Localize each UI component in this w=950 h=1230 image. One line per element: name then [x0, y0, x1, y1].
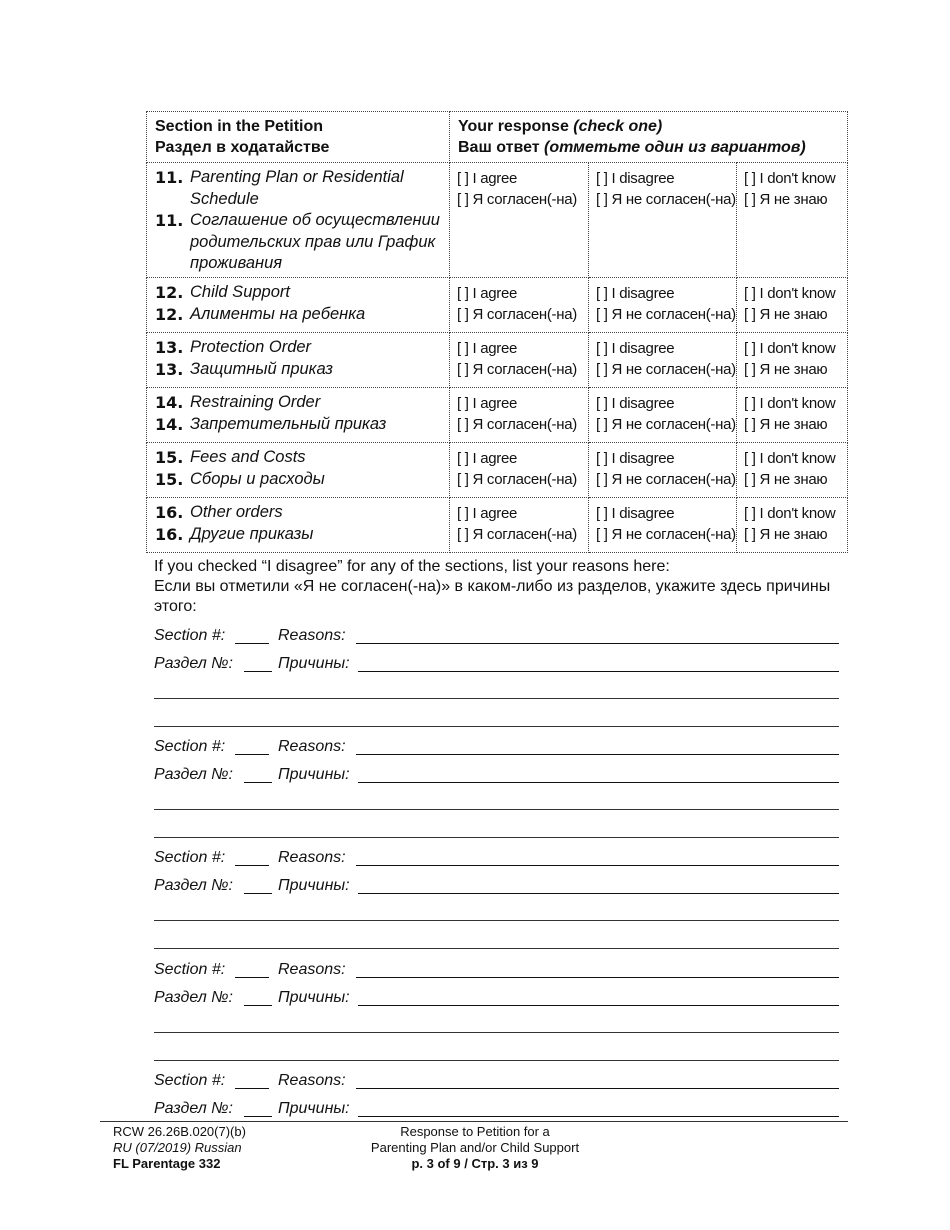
dont-know-checkbox-ru[interactable]: [ ] Я не знаю [744, 306, 828, 323]
section-number-field[interactable] [235, 754, 269, 755]
blank-answer-line[interactable] [154, 1060, 839, 1061]
section-column-header [147, 112, 450, 163]
blank-answer-line[interactable] [154, 1032, 839, 1033]
section-name-en: Other orders [190, 503, 283, 521]
section-number-field[interactable] [235, 643, 269, 644]
dont-know-checkbox-ru[interactable]: [ ] Я не знаю [744, 191, 828, 208]
agree-option[interactable] [450, 443, 589, 498]
reasons-field-ru[interactable] [358, 671, 839, 672]
section-number: 16. [155, 503, 184, 522]
agree-checkbox-en[interactable]: [ ] I agree [457, 170, 518, 187]
section-reasons-line-ru [154, 652, 839, 674]
disagree-checkbox-ru[interactable]: [ ] Я не согласен(-на) [596, 416, 736, 433]
agree-checkbox-ru[interactable]: [ ] Я согласен(-на) [457, 526, 577, 543]
footer-center [330, 1124, 620, 1172]
section-header-ru: Раздел в ходатайстве [155, 139, 330, 156]
dont-know-option[interactable] [737, 333, 848, 388]
agree-checkbox-en[interactable]: [ ] I agree [457, 450, 518, 467]
reasons-label-ru: Причины: [278, 655, 350, 672]
section-number-label: Section #: [154, 849, 226, 866]
reasons-label: Reasons: [278, 961, 346, 978]
section-number: 13. [155, 338, 184, 357]
section-number-field[interactable] [235, 1088, 269, 1089]
agree-checkbox-ru[interactable]: [ ] Я согласен(-на) [457, 416, 577, 433]
disagree-checkbox-ru[interactable]: [ ] Я не согласен(-на) [596, 361, 736, 378]
dont-know-option[interactable] [737, 278, 848, 333]
section-cell [147, 163, 450, 278]
response-column-header [450, 112, 848, 163]
section-number-ru: 14. [155, 414, 184, 434]
reasons-field[interactable] [356, 754, 839, 755]
section-reasons-line-en [154, 846, 839, 868]
blank-answer-line[interactable] [154, 726, 839, 727]
blank-answer-line[interactable] [154, 837, 839, 838]
response-header-ru-hint: (отметьте один из вариантов) [544, 139, 806, 156]
dont-know-checkbox-en[interactable]: [ ] I don't know [744, 450, 836, 467]
section-name-en: Parenting Plan or Residential Schedule [190, 168, 404, 208]
reasons-label: Reasons: [278, 849, 346, 866]
reasons-intro-en: If you checked “I disagree” for any of the sections, list your reasons here: [154, 558, 670, 575]
blank-answer-line[interactable] [154, 809, 839, 810]
section-number-label: Section #: [154, 961, 226, 978]
footer-title-line2: Parenting Plan and/or Child Support [370, 1140, 580, 1155]
disagree-checkbox-en[interactable]: [ ] I disagree [596, 505, 675, 522]
footer-left [113, 1124, 246, 1172]
section-cell [147, 278, 450, 333]
reasons-field[interactable] [356, 865, 839, 866]
section-cell [147, 443, 450, 498]
section-reasons-line-en [154, 1069, 839, 1091]
blank-answer-line[interactable] [154, 920, 839, 921]
section-name-ru: Запретительный приказ [190, 414, 387, 433]
section-name-en: Child Support [190, 283, 290, 301]
section-reasons-line-ru [154, 874, 839, 896]
section-name-en: Protection Order [190, 338, 312, 356]
disagree-checkbox-ru[interactable]: [ ] Я не согласен(-на) [596, 306, 736, 323]
disagree-option[interactable] [589, 333, 737, 388]
disagree-checkbox-en[interactable]: [ ] I disagree [596, 450, 675, 467]
section-number-label: Section #: [154, 1072, 226, 1089]
section-cell [147, 333, 450, 388]
section-number: 15. [155, 448, 184, 467]
section-number-label-ru: Раздел №: [154, 1100, 233, 1117]
table-row [147, 388, 848, 443]
section-name-en: Restraining Order [190, 393, 321, 411]
section-reasons-line-en [154, 958, 839, 980]
footer-divider [100, 1121, 848, 1122]
section-number-label-ru: Раздел №: [154, 989, 233, 1006]
dont-know-checkbox-en[interactable]: [ ] I don't know [744, 395, 836, 412]
section-name-ru: Соглашение об осуществлении родительских прав или График проживания [190, 211, 440, 272]
agree-checkbox-ru[interactable]: [ ] Я согласен(-на) [457, 306, 577, 323]
response-header-en-hint: (check one) [573, 118, 663, 135]
dont-know-option[interactable] [737, 443, 848, 498]
reasons-label-ru: Причины: [278, 877, 350, 894]
section-number: 14. [155, 393, 184, 412]
section-cell [147, 388, 450, 443]
section-name-ru: Алименты на ребенка [190, 304, 366, 323]
section-number: 11. [155, 168, 184, 187]
agree-checkbox-en[interactable]: [ ] I agree [457, 505, 518, 522]
dont-know-option[interactable] [737, 498, 848, 553]
section-number-label-ru: Раздел №: [154, 877, 233, 894]
blank-answer-line[interactable] [154, 698, 839, 699]
section-number: 12. [155, 283, 184, 302]
dont-know-checkbox-ru[interactable]: [ ] Я не знаю [744, 471, 828, 488]
section-name-ru: Защитный приказ [190, 359, 333, 378]
dont-know-option[interactable] [737, 163, 848, 278]
disagree-checkbox-ru[interactable]: [ ] Я не согласен(-на) [596, 471, 736, 488]
disagree-checkbox-en[interactable]: [ ] I disagree [596, 170, 675, 187]
section-number-ru: 16. [155, 524, 184, 544]
reasons-intro-ru: Если вы отметили «Я не согласен(-на)» в каком-либо из разделов, укажите здесь причины этого: [154, 578, 831, 615]
section-reasons-line-ru [154, 763, 839, 785]
reasons-field[interactable] [356, 1088, 839, 1089]
section-number-field-ru[interactable] [244, 1005, 272, 1006]
section-number-field-ru[interactable] [244, 893, 272, 894]
section-reasons-line-en [154, 735, 839, 757]
section-cell [147, 498, 450, 553]
section-number-field-ru[interactable] [244, 671, 272, 672]
footer-version: RU (07/2019) Russian [113, 1140, 242, 1155]
reasons-field[interactable] [356, 977, 839, 978]
section-reasons-line-en [154, 624, 839, 646]
disagree-checkbox-ru[interactable]: [ ] Я не согласен(-на) [596, 526, 736, 543]
table-row [147, 278, 848, 333]
dont-know-checkbox-ru[interactable]: [ ] Я не знаю [744, 361, 828, 378]
agree-option[interactable] [450, 278, 589, 333]
agree-checkbox-en[interactable]: [ ] I agree [457, 395, 518, 412]
response-table [146, 111, 848, 553]
dont-know-checkbox-ru[interactable]: [ ] Я не знаю [744, 526, 828, 543]
disagree-option[interactable] [589, 278, 737, 333]
reasons-label-ru: Причины: [278, 1100, 350, 1117]
disagree-option[interactable] [589, 498, 737, 553]
reasons-field-ru[interactable] [358, 893, 839, 894]
disagree-checkbox-en[interactable]: [ ] I disagree [596, 340, 675, 357]
reasons-label: Reasons: [278, 1072, 346, 1089]
reasons-label: Reasons: [278, 627, 346, 644]
section-number-label-ru: Раздел №: [154, 655, 233, 672]
section-number-label: Section #: [154, 738, 226, 755]
section-name-en: Fees and Costs [190, 448, 306, 466]
dont-know-checkbox-en[interactable]: [ ] I don't know [744, 505, 836, 522]
agree-checkbox-ru[interactable]: [ ] Я согласен(-на) [457, 471, 577, 488]
agree-checkbox-ru[interactable]: [ ] Я согласен(-на) [457, 191, 577, 208]
table-header-row [147, 112, 848, 163]
section-name-ru: Другие приказы [190, 524, 314, 543]
section-reasons-line-ru [154, 1097, 839, 1119]
disagree-option[interactable] [589, 163, 737, 278]
dont-know-checkbox-en[interactable]: [ ] I don't know [744, 285, 836, 302]
footer-page-number: p. 3 of 9 / Стр. 3 из 9 [411, 1156, 539, 1171]
section-reasons-line-ru [154, 986, 839, 1008]
dont-know-option[interactable] [737, 388, 848, 443]
table-row [147, 163, 848, 278]
dont-know-checkbox-en[interactable]: [ ] I don't know [744, 170, 836, 187]
section-number-ru: 13. [155, 359, 184, 379]
reasons-field[interactable] [356, 643, 839, 644]
section-number-label: Section #: [154, 627, 226, 644]
reasons-field-ru[interactable] [358, 1005, 839, 1006]
response-header-ru: Ваш ответ [458, 139, 540, 156]
section-number-label-ru: Раздел №: [154, 766, 233, 783]
reasons-field-ru[interactable] [358, 1116, 839, 1117]
footer-form-id: FL Parentage 332 [113, 1156, 221, 1171]
agree-checkbox-en[interactable]: [ ] I agree [457, 340, 518, 357]
disagree-checkbox-en[interactable]: [ ] I disagree [596, 395, 675, 412]
disagree-checkbox-ru[interactable]: [ ] Я не согласен(-на) [596, 191, 736, 208]
section-number-field[interactable] [235, 977, 269, 978]
dont-know-checkbox-ru[interactable]: [ ] Я не знаю [744, 416, 828, 433]
section-number-ru: 11. [155, 211, 184, 230]
reasons-intro [154, 557, 844, 617]
footer-rcw: RCW 26.26B.020(7)(b) [113, 1124, 246, 1139]
section-number-field-ru[interactable] [244, 782, 272, 783]
dont-know-checkbox-en[interactable]: [ ] I don't know [744, 340, 836, 357]
disagree-option[interactable] [589, 388, 737, 443]
table-row [147, 333, 848, 388]
disagree-checkbox-en[interactable]: [ ] I disagree [596, 285, 675, 302]
response-header-en: Your response [458, 118, 569, 135]
section-name-ru: Сборы и расходы [190, 469, 325, 488]
table-row [147, 498, 848, 553]
agree-option[interactable] [450, 498, 589, 553]
reasons-label: Reasons: [278, 738, 346, 755]
agree-checkbox-ru[interactable]: [ ] Я согласен(-на) [457, 361, 577, 378]
agree-checkbox-en[interactable]: [ ] I agree [457, 285, 518, 302]
table-row [147, 443, 848, 498]
reasons-label-ru: Причины: [278, 989, 350, 1006]
agree-option[interactable] [450, 388, 589, 443]
reasons-field-ru[interactable] [358, 782, 839, 783]
footer-title-line1: Response to Petition for a [400, 1124, 550, 1139]
agree-option[interactable] [450, 333, 589, 388]
section-number-ru: 12. [155, 304, 184, 324]
disagree-option[interactable] [589, 443, 737, 498]
section-number-field[interactable] [235, 865, 269, 866]
section-header-en: Section in the Petition [155, 118, 324, 135]
section-number-ru: 15. [155, 469, 184, 489]
agree-option[interactable] [450, 163, 589, 278]
blank-answer-line[interactable] [154, 948, 839, 949]
reasons-label-ru: Причины: [278, 766, 350, 783]
section-number-field-ru[interactable] [244, 1116, 272, 1117]
